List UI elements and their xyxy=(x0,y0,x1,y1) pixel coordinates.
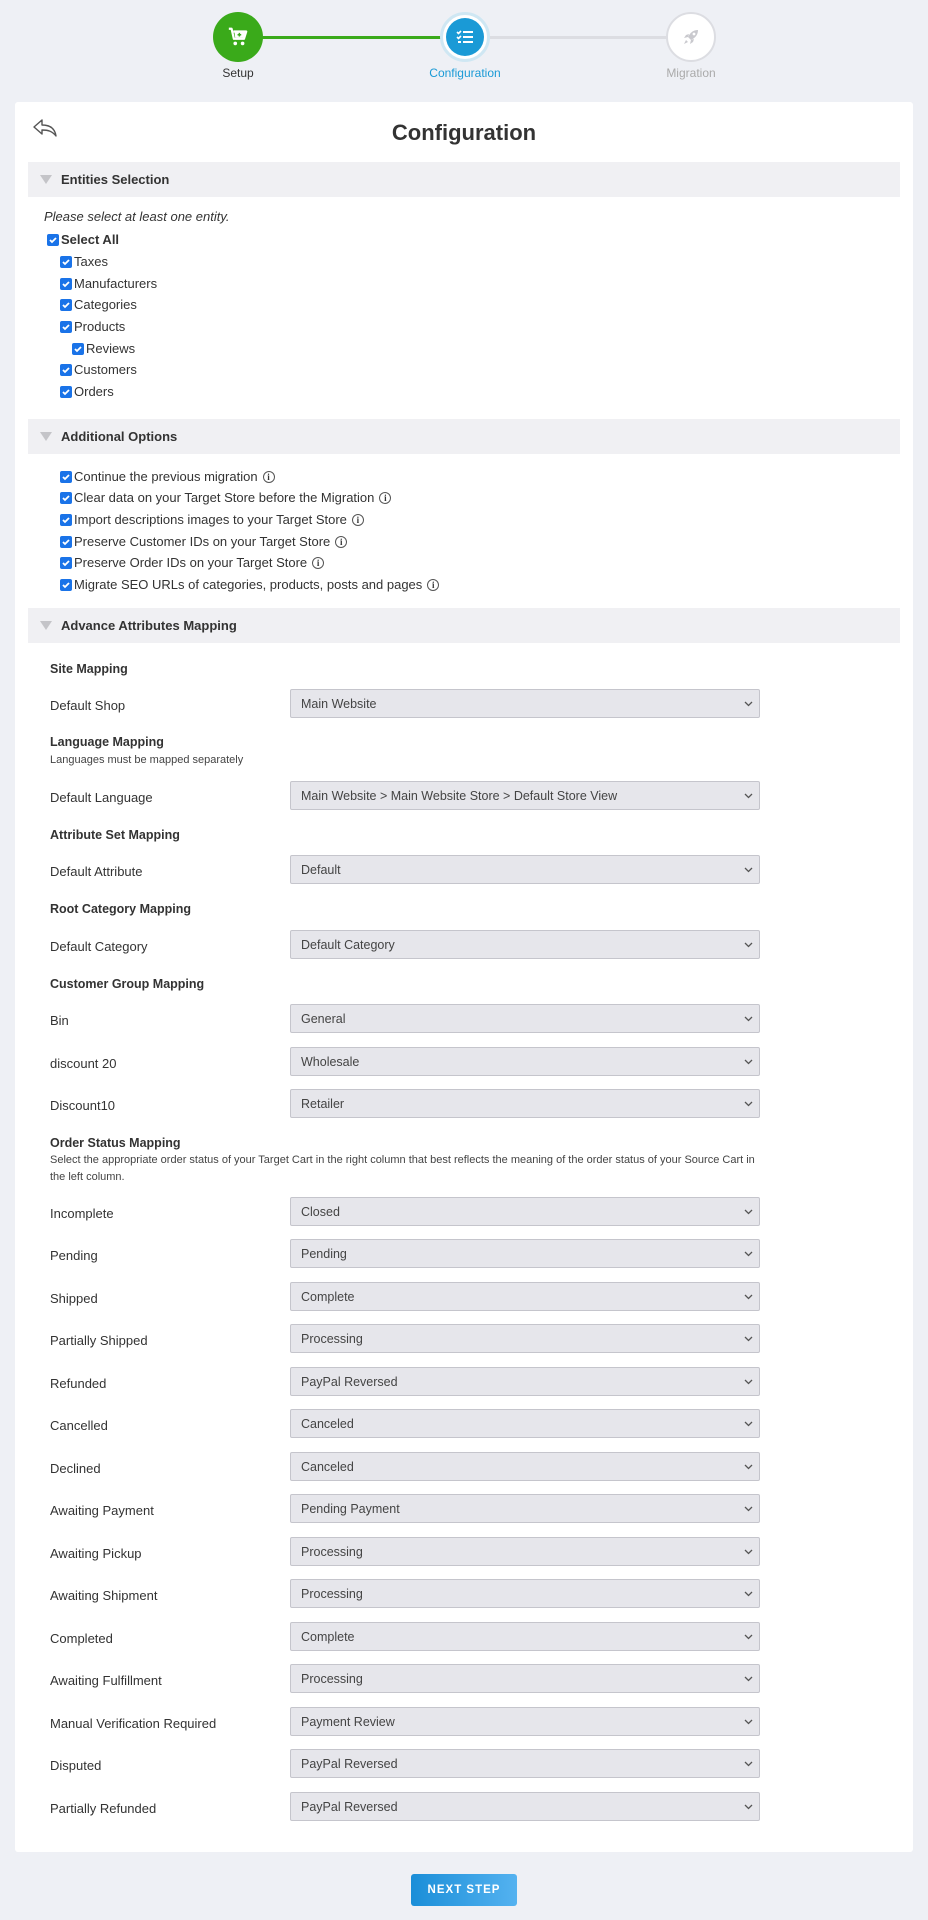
step-setup[interactable] xyxy=(168,12,308,80)
step-configuration[interactable] xyxy=(395,12,535,80)
mapping-label: Declined xyxy=(50,1461,101,1476)
select-value: Complete xyxy=(301,1629,355,1644)
checkbox-label: Products xyxy=(74,319,126,334)
next-step-button[interactable]: NEXT STEP xyxy=(411,1874,517,1906)
step-migration[interactable] xyxy=(621,12,761,80)
checkbox[interactable] xyxy=(60,256,72,268)
customer-group-mapping-heading: Customer Group Mapping xyxy=(50,977,205,991)
mapping-label: Awaiting Pickup xyxy=(50,1546,142,1561)
chevron-down-icon xyxy=(744,1632,753,1641)
checkbox[interactable] xyxy=(60,557,72,569)
select-order-status[interactable] xyxy=(290,1749,760,1778)
order-status-mapping-heading: Order Status Mapping xyxy=(50,1136,181,1150)
select-default-category[interactable] xyxy=(290,930,760,959)
chevron-down-icon xyxy=(744,1099,753,1108)
chevron-down-icon xyxy=(744,940,753,949)
select-value: Payment Review xyxy=(301,1714,395,1729)
step-configuration-ring xyxy=(440,12,490,62)
mapping-label: Shipped xyxy=(50,1291,98,1306)
checkbox[interactable] xyxy=(60,321,72,333)
select-order-status[interactable] xyxy=(290,1664,760,1693)
chevron-down-icon xyxy=(744,1419,753,1428)
checkbox[interactable] xyxy=(60,579,72,591)
mapping-label: Discount10 xyxy=(50,1098,116,1113)
checkbox-label: Orders xyxy=(74,384,114,399)
option-label: Migrate SEO URLs of categories, products, posts and pages xyxy=(74,577,423,592)
mapping-label: Completed xyxy=(50,1631,113,1646)
checkbox-label: Categories xyxy=(74,297,137,312)
option-label: Preserve Order IDs on your Target Store xyxy=(74,555,308,570)
mapping-label: Default Category xyxy=(50,939,148,954)
site-mapping-heading: Site Mapping xyxy=(50,662,128,676)
info-icon[interactable]: i xyxy=(379,492,391,504)
section-title: Entities Selection xyxy=(61,172,170,187)
page-title: Configuration xyxy=(391,120,537,145)
chevron-down-icon xyxy=(744,1377,753,1386)
cart-icon xyxy=(213,12,263,62)
chevron-down-icon xyxy=(744,1014,753,1023)
select-value: General xyxy=(301,1011,346,1026)
checkbox-categories[interactable] xyxy=(60,297,137,312)
step-setup-label: Setup xyxy=(222,66,254,80)
order-status-mapping-note: Select the appropriate order status of your Target Cart in the right column that best reflects the meaning of the order status of your Source Cart in the left column. xyxy=(50,1154,755,1183)
chevron-down-icon xyxy=(744,1674,753,1683)
checkbox-manufacturers[interactable] xyxy=(60,276,157,291)
collapse-triangle-icon xyxy=(40,621,52,630)
chevron-down-icon xyxy=(744,1759,753,1768)
checkbox-label: Customers xyxy=(74,362,137,377)
mapping-label: Awaiting Payment xyxy=(50,1503,154,1518)
chevron-down-icon xyxy=(744,1334,753,1343)
checkbox[interactable] xyxy=(72,343,84,355)
chevron-down-icon xyxy=(744,1547,753,1556)
mapping-label: Bin xyxy=(50,1013,69,1028)
mapping-label: Default Shop xyxy=(50,698,126,713)
select-value: Complete xyxy=(301,1289,355,1304)
info-icon[interactable]: i xyxy=(352,514,364,526)
select-value: Pending Payment xyxy=(301,1501,400,1516)
select-order-status[interactable] xyxy=(290,1579,760,1608)
checkbox-label: Reviews xyxy=(86,341,136,356)
select-order-status[interactable] xyxy=(290,1409,760,1438)
mapping-label: Awaiting Fulfillment xyxy=(50,1673,162,1688)
configuration-panel xyxy=(15,102,913,1852)
mapping-label: Manual Verification Required xyxy=(50,1716,217,1731)
section-header-additional-options[interactable] xyxy=(28,419,900,454)
select-order-status[interactable] xyxy=(290,1197,760,1226)
select-order-status[interactable] xyxy=(290,1707,760,1736)
collapse-triangle-icon xyxy=(40,175,52,184)
mapping-label: discount 20 xyxy=(50,1056,117,1071)
checklist-icon xyxy=(446,18,484,56)
select-order-status[interactable] xyxy=(290,1622,760,1651)
info-icon[interactable]: i xyxy=(335,536,347,548)
option-label: Clear data on your Target Store before the Migration xyxy=(74,490,375,505)
select-order-status[interactable] xyxy=(290,1792,760,1821)
mapping-label: Partially Refunded xyxy=(50,1801,157,1816)
select-value: Default Category xyxy=(301,937,395,952)
section-header-entities[interactable] xyxy=(28,162,900,197)
chevron-down-icon xyxy=(744,865,753,874)
checkbox-customers[interactable] xyxy=(60,362,137,377)
entities-note: Please select at least one entity. xyxy=(44,209,230,224)
select-value: Default xyxy=(301,862,341,877)
option-label: Preserve Customer IDs on your Target Store xyxy=(74,534,331,549)
chevron-down-icon xyxy=(744,1249,753,1258)
select-default-attribute[interactable] xyxy=(290,855,760,884)
checkbox-reviews[interactable] xyxy=(72,341,135,356)
select-value: Processing xyxy=(301,1671,363,1686)
rocket-icon xyxy=(666,12,716,62)
select-customer-group-discount10[interactable] xyxy=(290,1089,760,1118)
checkbox-label: Manufacturers xyxy=(74,276,158,291)
info-icon[interactable]: i xyxy=(312,557,324,569)
checkbox-label: Taxes xyxy=(74,254,108,269)
chevron-down-icon xyxy=(744,1462,753,1471)
select-value: PayPal Reversed xyxy=(301,1799,398,1814)
option-preserve-customer-ids[interactable] xyxy=(60,534,347,549)
select-customer-group-bin[interactable] xyxy=(290,1004,760,1033)
chevron-down-icon xyxy=(744,699,753,708)
checkbox[interactable] xyxy=(47,234,59,246)
section-header-attributes-mapping[interactable] xyxy=(28,608,900,643)
chevron-down-icon xyxy=(744,1504,753,1513)
step-migration-label: Migration xyxy=(666,66,716,80)
select-value: Processing xyxy=(301,1586,363,1601)
checkbox-taxes[interactable] xyxy=(60,254,108,269)
select-value: Processing xyxy=(301,1544,363,1559)
checkbox-label: Select All xyxy=(61,232,120,247)
checkbox[interactable] xyxy=(60,514,72,526)
mapping-label: Default Attribute xyxy=(50,864,143,879)
info-icon[interactable]: i xyxy=(427,579,439,591)
attribute-set-mapping-heading: Attribute Set Mapping xyxy=(50,828,180,842)
select-order-status[interactable] xyxy=(290,1537,760,1566)
select-default-shop[interactable] xyxy=(290,689,760,718)
select-value: Canceled xyxy=(301,1416,354,1431)
select-value: Wholesale xyxy=(301,1054,360,1069)
section-title: Advance Attributes Mapping xyxy=(61,618,237,633)
mapping-label: Default Language xyxy=(50,790,153,805)
checkbox[interactable] xyxy=(60,536,72,548)
select-value: Retailer xyxy=(301,1096,345,1111)
select-order-status[interactable] xyxy=(290,1239,760,1268)
select-order-status[interactable] xyxy=(290,1282,760,1311)
checkbox-orders[interactable] xyxy=(60,384,114,399)
option-preserve-order-ids[interactable] xyxy=(60,555,324,570)
checkbox[interactable] xyxy=(60,471,72,483)
chevron-down-icon xyxy=(744,1802,753,1811)
chevron-down-icon xyxy=(744,1292,753,1301)
select-order-status[interactable] xyxy=(290,1324,760,1353)
select-value: Main Website xyxy=(301,696,377,711)
select-value: PayPal Reversed xyxy=(301,1374,398,1389)
chevron-down-icon xyxy=(744,1589,753,1598)
checkbox[interactable] xyxy=(60,364,72,376)
select-order-status[interactable] xyxy=(290,1367,760,1396)
chevron-down-icon xyxy=(744,1057,753,1066)
mapping-label: Partially Shipped xyxy=(50,1333,148,1348)
select-value: Closed xyxy=(301,1204,340,1219)
mapping-label: Cancelled xyxy=(50,1418,108,1433)
section-title: Additional Options xyxy=(61,429,178,444)
option-continue-previous[interactable] xyxy=(60,469,275,484)
root-category-mapping-heading: Root Category Mapping xyxy=(50,902,191,916)
chevron-down-icon xyxy=(744,791,753,800)
language-mapping-heading: Language Mapping xyxy=(50,735,164,749)
language-mapping-note: Languages must be mapped separately xyxy=(50,754,244,766)
select-customer-group-discount-20[interactable] xyxy=(290,1047,760,1076)
checkbox-select-all[interactable] xyxy=(47,232,119,247)
option-clear-data[interactable] xyxy=(60,490,391,505)
checkbox[interactable] xyxy=(60,299,72,311)
option-label: Import descriptions images to your Target Store xyxy=(74,512,347,527)
select-order-status[interactable] xyxy=(290,1494,760,1523)
option-import-description-images[interactable] xyxy=(60,512,364,527)
checkbox[interactable] xyxy=(60,278,72,290)
mapping-label: Pending xyxy=(50,1248,98,1263)
option-label: Continue the previous migration xyxy=(74,469,258,484)
checkbox-products[interactable] xyxy=(60,319,125,334)
mapping-label: Incomplete xyxy=(50,1206,114,1221)
checkbox[interactable] xyxy=(60,492,72,504)
select-value: Processing xyxy=(301,1331,363,1346)
option-migrate-seo-urls[interactable] xyxy=(60,577,439,592)
select-order-status[interactable] xyxy=(290,1452,760,1481)
collapse-triangle-icon xyxy=(40,432,52,441)
info-icon[interactable]: i xyxy=(263,471,275,483)
chevron-down-icon xyxy=(744,1207,753,1216)
mapping-label: Awaiting Shipment xyxy=(50,1588,158,1603)
select-value: Main Website > Main Website Store > Default Store View xyxy=(301,788,618,803)
select-value: Canceled xyxy=(301,1459,354,1474)
mapping-label: Refunded xyxy=(50,1376,107,1391)
checkbox[interactable] xyxy=(60,386,72,398)
progress-stepper xyxy=(0,0,928,90)
select-default-language[interactable] xyxy=(290,781,760,810)
select-value: PayPal Reversed xyxy=(301,1756,398,1771)
mapping-label: Disputed xyxy=(50,1758,102,1773)
select-value: Pending xyxy=(301,1246,347,1261)
step-configuration-label: Configuration xyxy=(429,66,501,80)
chevron-down-icon xyxy=(744,1717,753,1726)
